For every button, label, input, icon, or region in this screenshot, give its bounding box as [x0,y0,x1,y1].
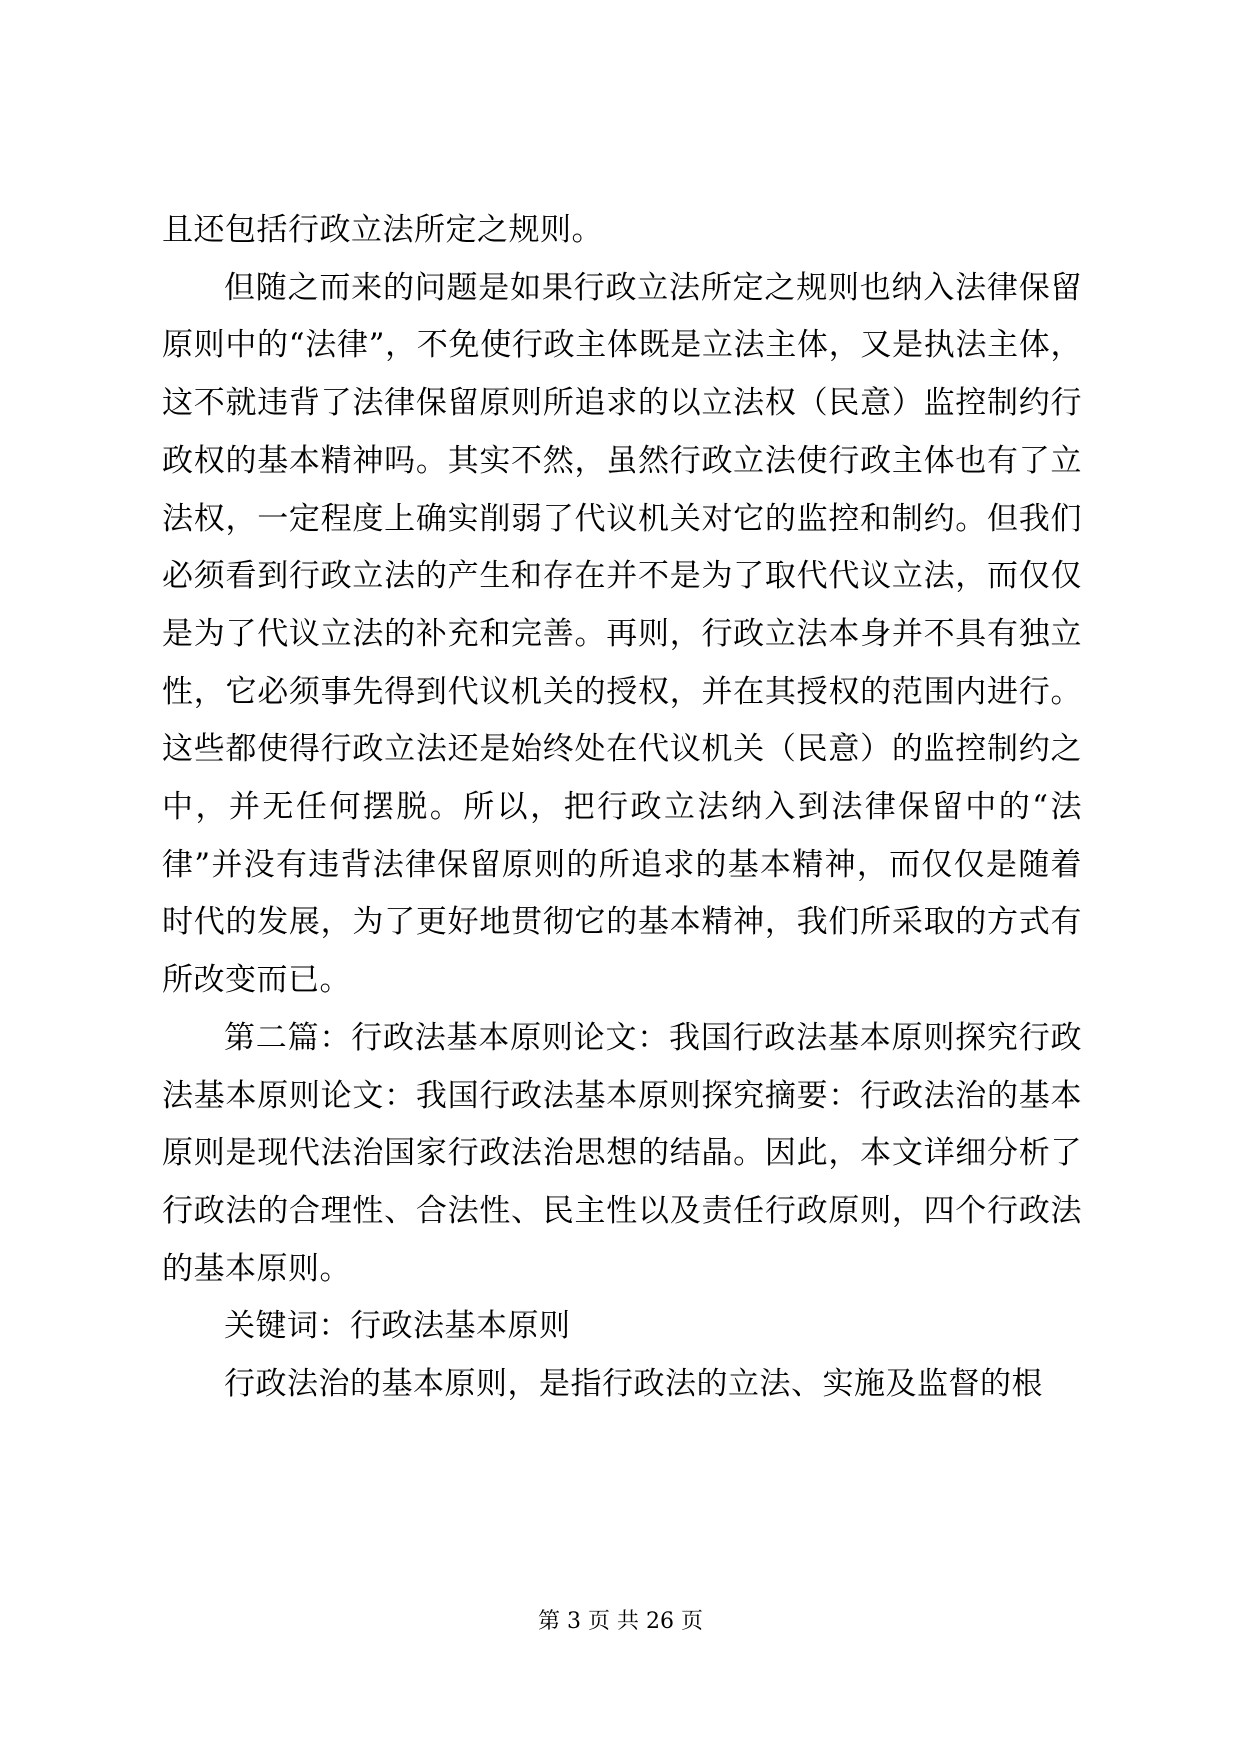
paragraph-2: 但随之而来的问题是如果行政立法所定之规则也纳入法律保留原则中的“法律”，不免使行政主体既是立法主体，又是执法主体，这不就违背了法律保留原则所追求的以立法权（民意）监控制约行政权的基本精神吗。其实不然，虽然行政立法使行政主体也有了立法权，一定程度上确实削弱了代议机关对它的监控和制约。但我们必须看到行政立法的产生和存在并不是为了取代代议立法，而仅仅是为了代议立法的补充和完善。再则，行政立法本身并不具有独立性，它必须事先得到代议机关的授权，并在其授权的范围内进行。这些都使得行政立法还是始终处在代议机关（民意）的监控制约之中，并无任何摆脱。所以，把行政立法纳入到法律保留中的“法律”并没有违背法律保留原则的所追求的基本精神，而仅仅是随着时代的发展，为了更好地贯彻它的基本精神，我们所采取的方式有所改变而已。 [162,269,1082,999]
paragraph-1: 且还包括行政立法所定之规则。 [162,212,603,248]
keywords-paragraph: 关键词：行政法基本原则 [224,1308,571,1345]
paragraph-3: 第二篇：行政法基本原则论文：我国行政法基本原则探究行政法基本原则论文：我国行政法基本原则探究摘要：行政法治的基本原则是现代法治国家行政法治思想的结晶。因此，本文详细分析了行政法的合理性、合法性、民主性以及责任行政原则，四个行政法的基本原则。 [162,1019,1082,1287]
paragraph-5: 行政法治的基本原则，是指行政法的立法、实施及监督的根 [224,1366,1043,1403]
page-number-footer: 第 3 页 共 26 页 [538,1609,703,1634]
body-text [162,202,1082,1414]
